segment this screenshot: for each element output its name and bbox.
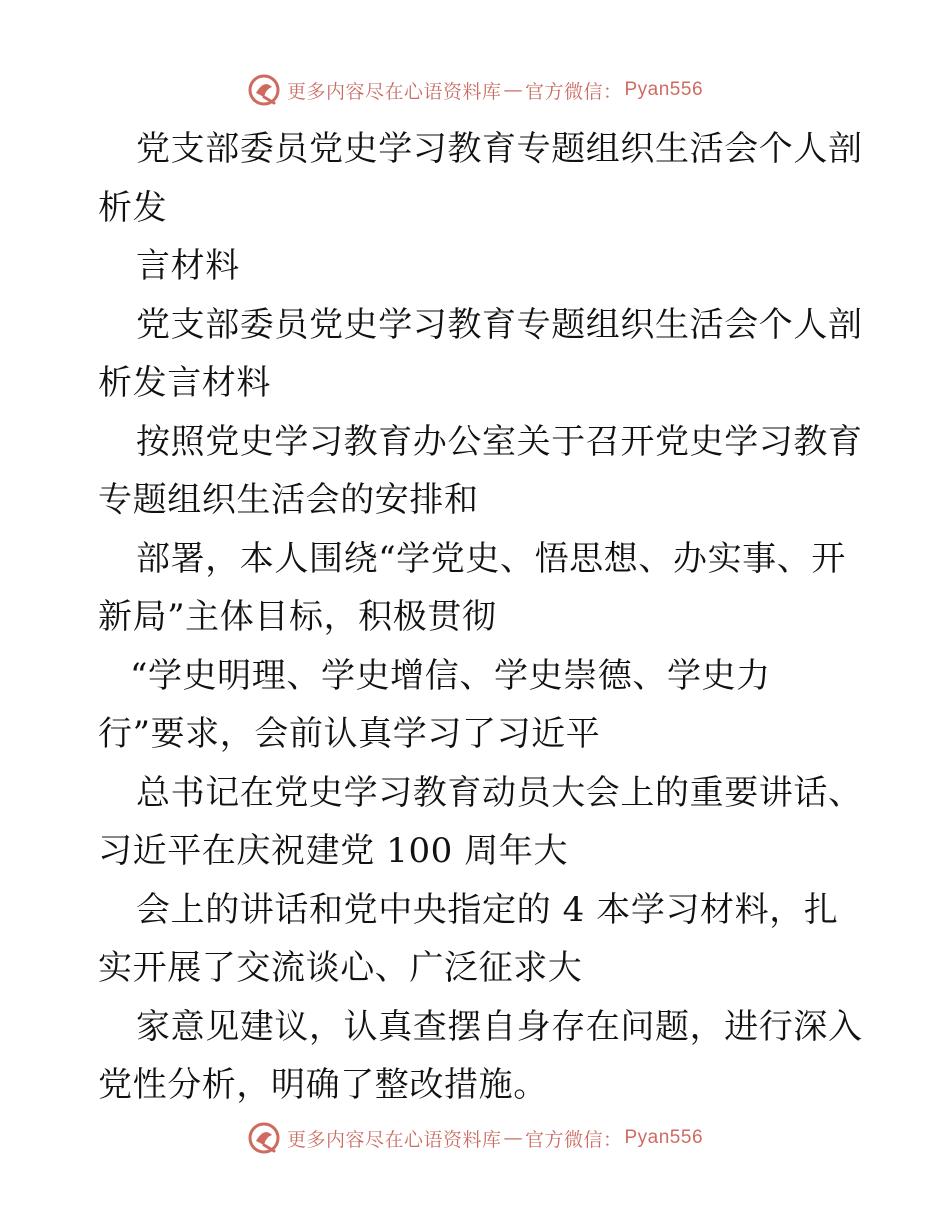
watermark-text: 更多内容尽在心语资料库 [286, 80, 502, 103]
doc-line: 实开展了交流谈心、广泛征求大 [98, 948, 583, 988]
watermark-separator: — [503, 1127, 523, 1149]
watermark-label: 官方微信： [524, 80, 623, 103]
doc-line: 析发 [98, 187, 168, 228]
watermark-label: 官方微信： [524, 1128, 623, 1151]
logo-seal-icon [247, 73, 281, 107]
doc-line: 专题组织生活会的安排和 [98, 480, 479, 520]
doc-line: 行”要求，会前认真学习了习近平 [98, 714, 601, 754]
doc-line: “学史明理、学史增信、学史崇德、学史力 [130, 655, 771, 696]
watermark-account: Pyan556 [624, 79, 704, 100]
watermark-separator: — [503, 79, 523, 101]
doc-line: 党性分析，明确了整改措施。 [98, 1065, 548, 1105]
doc-line: 部署，本人围绕“学党史、悟思想、办实事、开 [136, 538, 846, 579]
footer-watermark [0, 1118, 950, 1158]
doc-line: 家意见建议，认真查摆自身存在问题，进行深入 [136, 1006, 863, 1047]
doc-line: 党支部委员党史学习教育专题组织生活会个人剖 [136, 304, 863, 345]
header-watermark [0, 70, 950, 110]
doc-line: 总书记在党史学习教育动员大会上的重要讲话、 [136, 772, 863, 813]
doc-line: 党支部委员党史学习教育专题组织生活会个人剖 [136, 129, 863, 169]
doc-line: 新局”主体目标，积极贯彻 [98, 597, 497, 637]
watermark-account: Pyan556 [624, 1127, 704, 1148]
doc-line: 言材料 [136, 246, 240, 286]
doc-line: 按照党史学习教育办公室关于召开党史学习教育 [136, 421, 863, 462]
doc-line: 习近平在庆祝建党 100 周年大 [98, 831, 569, 871]
doc-line: 析发言材料 [98, 363, 271, 403]
document-body [98, 120, 863, 1115]
logo-seal-icon [247, 1121, 281, 1155]
doc-line: 会上的讲话和党中央指定的 4 本学习材料，扎 [136, 889, 839, 930]
watermark-text: 更多内容尽在心语资料库 [286, 1128, 502, 1151]
